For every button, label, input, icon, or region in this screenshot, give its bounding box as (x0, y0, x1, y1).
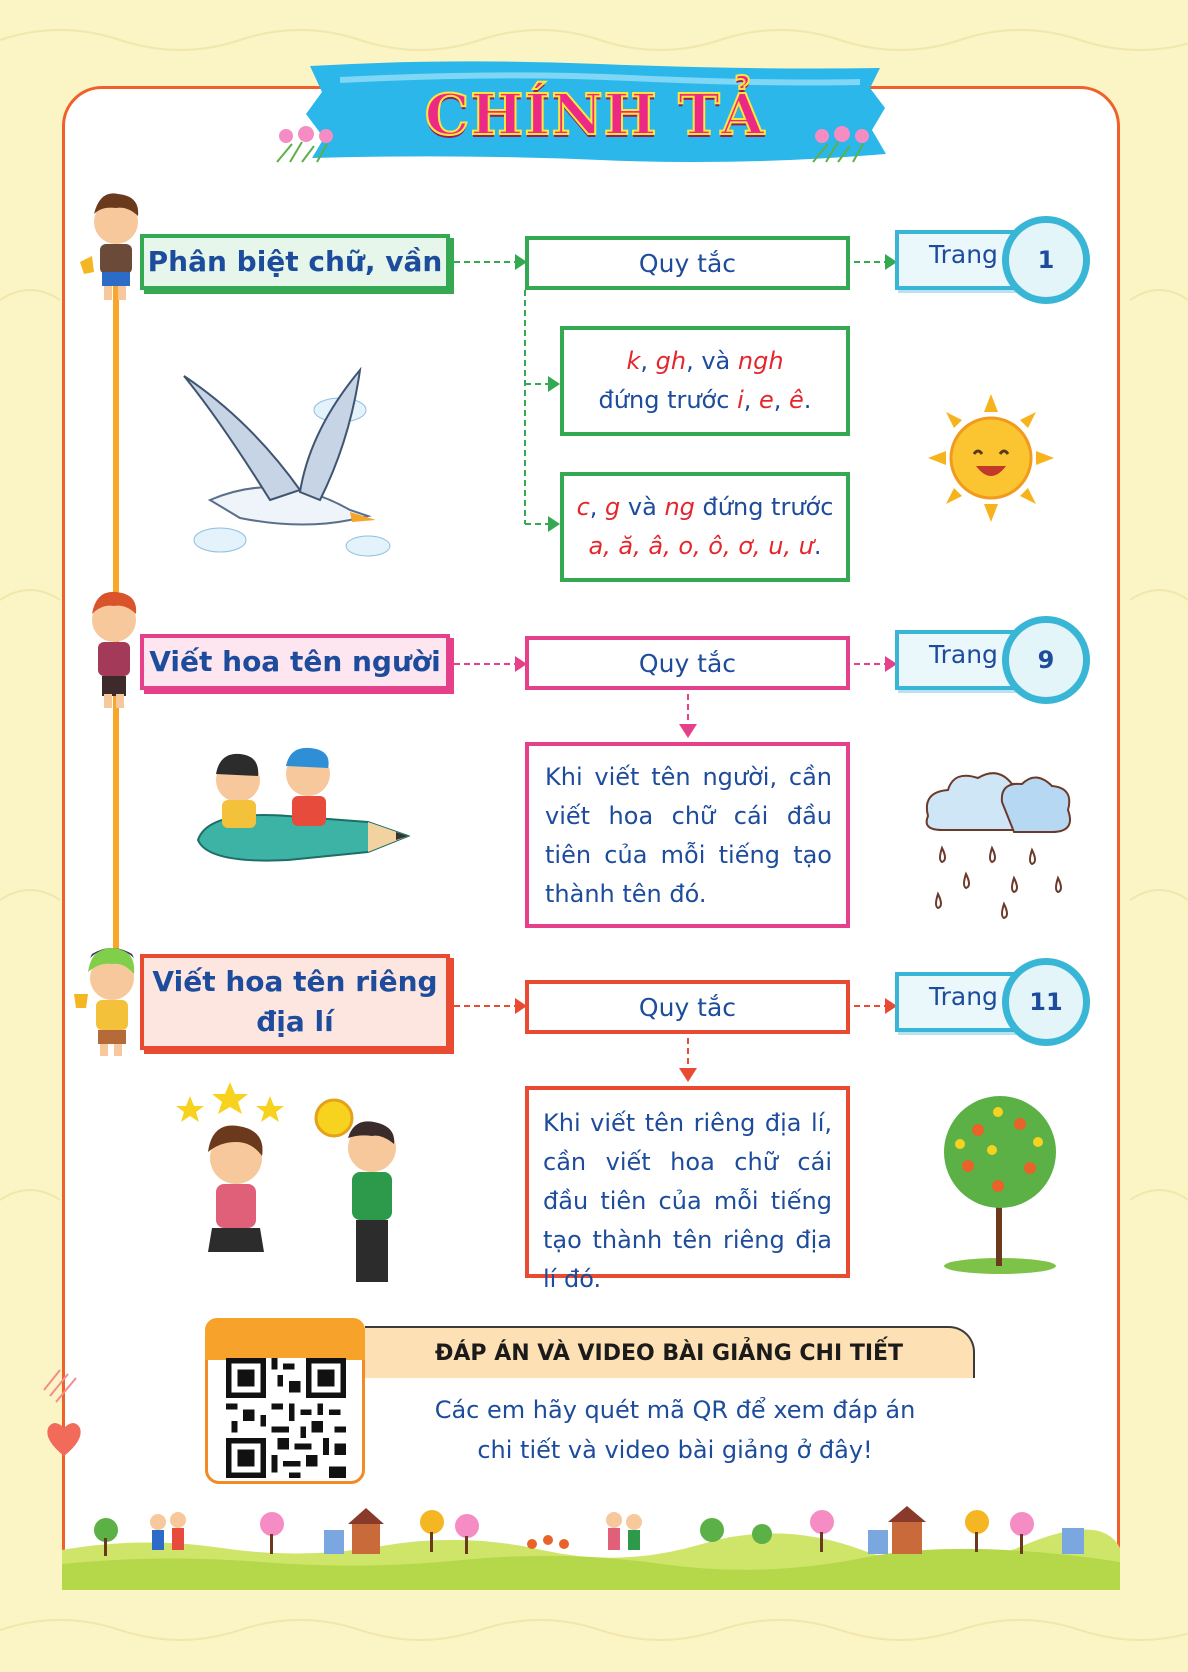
page-number-9: 9 (1002, 616, 1090, 704)
page-ref-9: Trang (895, 630, 1025, 690)
answer-instructions (395, 1390, 955, 1470)
rule-label-3: Quy tắc (525, 980, 850, 1034)
rule-box-k-gh-ngh (560, 326, 850, 436)
page-ref-11: Trang (895, 972, 1025, 1032)
answer-line-1: Các em hãy quét mã QR để xem đáp án (434, 1396, 916, 1424)
heart-decoration-icon (40, 1360, 88, 1460)
answer-line-2: chi tiết và video bài giảng ở đây! (477, 1436, 873, 1464)
rain-cloud-icon (918, 766, 1078, 922)
qr-code-icon[interactable] (226, 1358, 346, 1478)
rule-label-2: Quy tắc (525, 636, 850, 690)
rule-box-k-gh-ngh-line2: đứng trước i, e, ê. (598, 386, 812, 414)
rule-box-c-g-ng-line2: a, ă, â, o, ô, ơ, u, ư. (588, 532, 822, 560)
sun-icon (928, 394, 1054, 522)
answer-heading: ĐÁP ÁN VÀ VIDEO BÀI GIẢNG CHI TIẾT (365, 1326, 975, 1378)
ground-landscape (62, 1500, 1120, 1590)
rule-box-c-g-ng (560, 472, 850, 582)
qr-card-tab (205, 1318, 365, 1360)
section-heading-person-names: Viết hoa tên người (140, 634, 450, 690)
kids-on-pencil-icon (168, 740, 410, 880)
seagull-icon (180, 360, 400, 560)
rule-box-k-gh-ngh-line1: k, gh, và ngh (626, 347, 784, 375)
section-heading-place-names: Viết hoa tên riêng địa lí (140, 954, 450, 1050)
fruit-tree-icon (938, 1090, 1062, 1276)
page-number-11: 11 (1002, 958, 1090, 1046)
rule-box-c-g-ng-line1: c, g và ng đứng trước (576, 493, 834, 521)
page-title: CHÍNH TẢ (424, 82, 766, 148)
girl-trophy-icon (72, 938, 148, 1060)
rule-label-1: Quy tắc (525, 236, 850, 290)
page-number-1: 1 (1002, 216, 1090, 304)
section-heading-spelling: Phân biệt chữ, vần (140, 234, 450, 290)
rule-box-person-names: Khi viết tên người, cần viết hoa chữ cái đầu tiên của mỗi tiếng tạo thành tên đó. (525, 742, 850, 928)
page-ref-1: Trang (895, 230, 1025, 290)
rule-box-place-names: Khi viết tên riêng địa lí, cần viết hoa chữ cái đầu tiên của mỗi tiếng tạo thành tên riêng địa lí đó. (525, 1086, 850, 1278)
kids-celebrating-icon (168, 1082, 418, 1294)
